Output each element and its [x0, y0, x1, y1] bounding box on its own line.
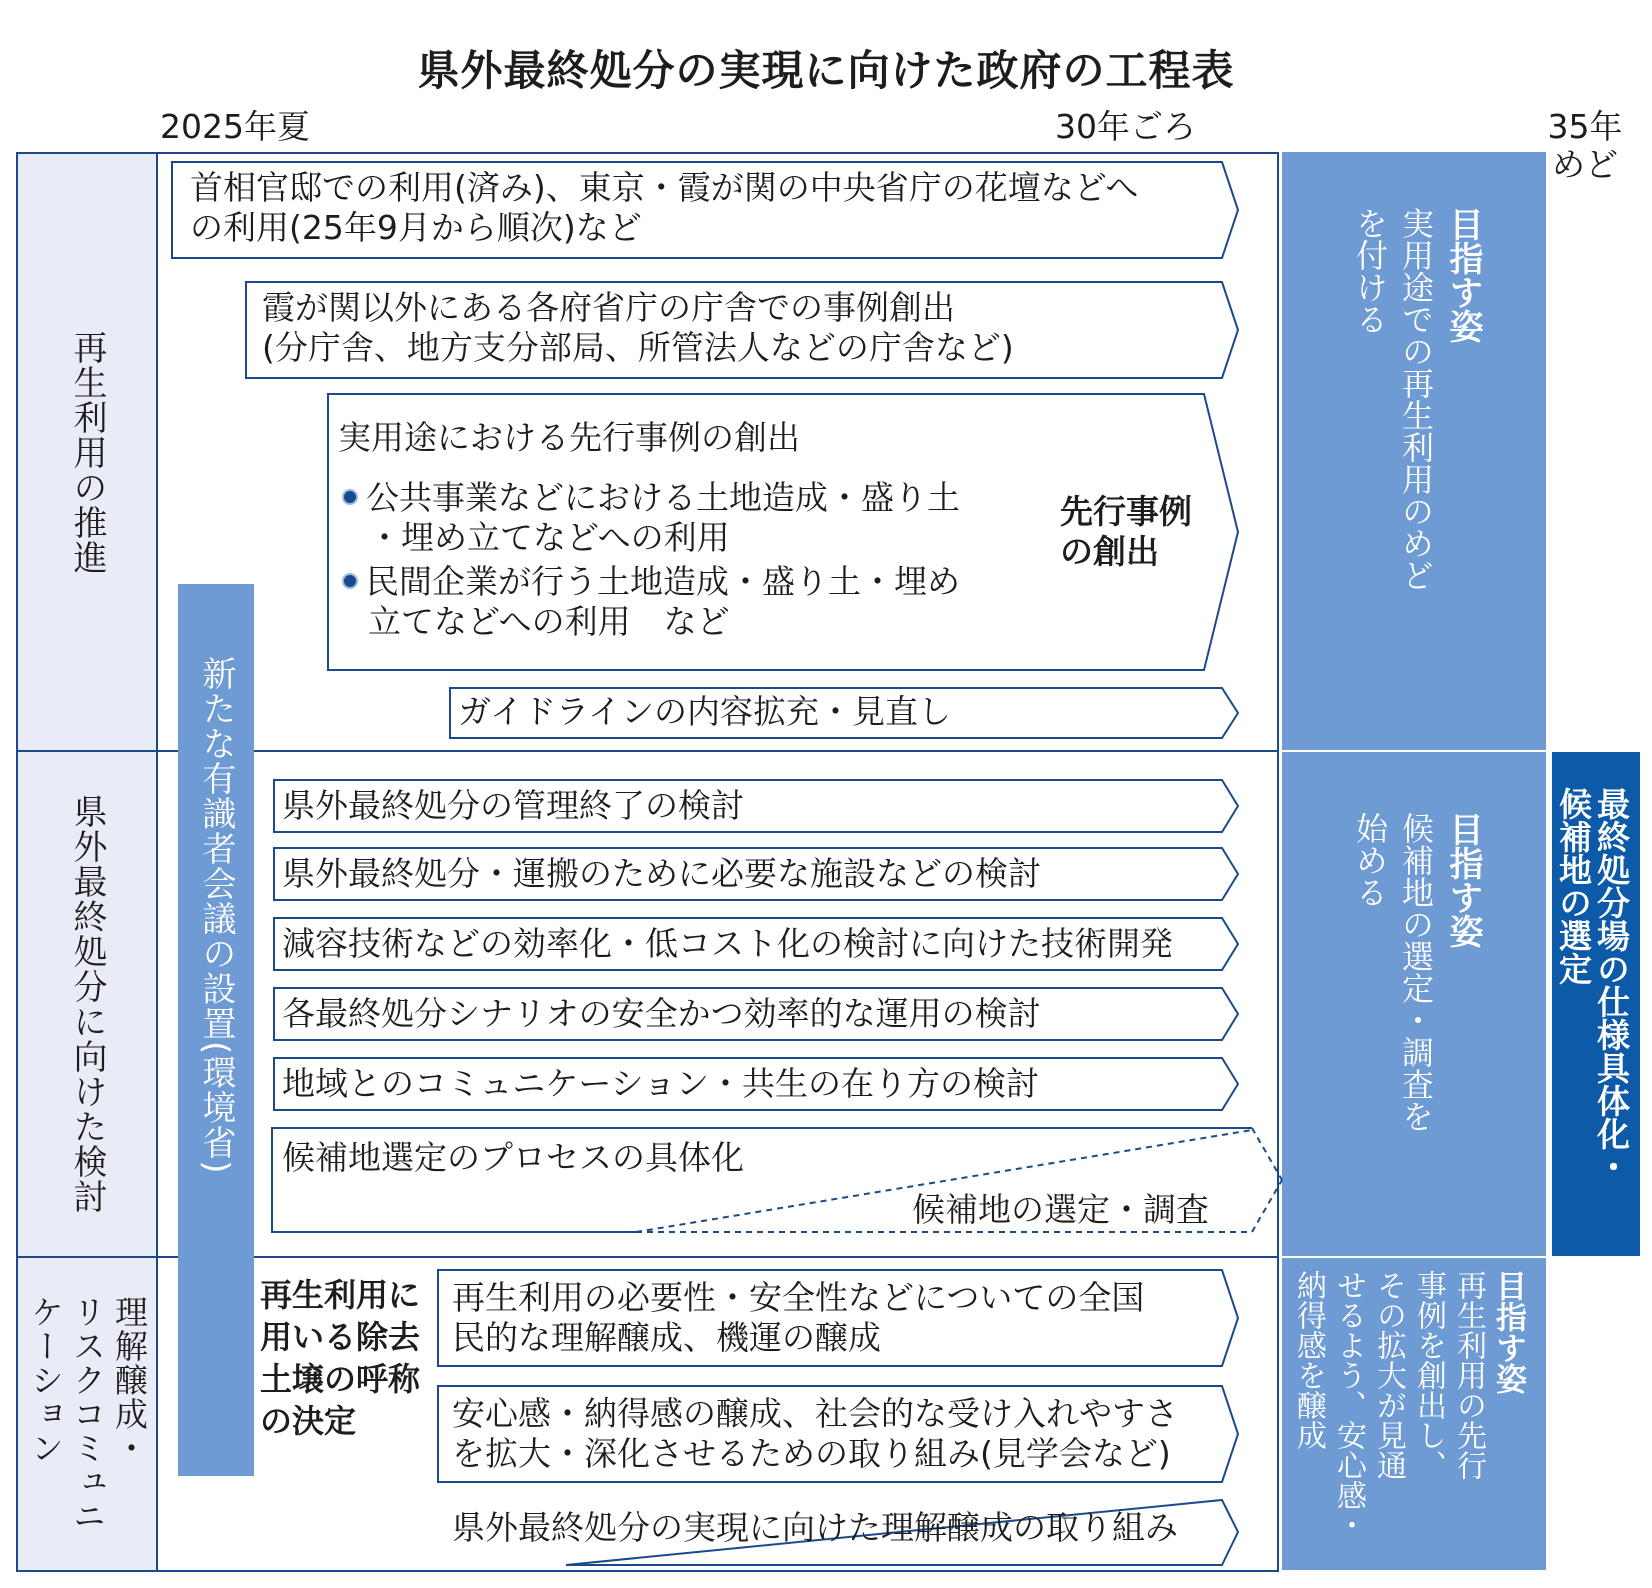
recycle-item-3-bullet-1: 公共事業などにおける土地造成・盛り土 ・埋め立てなどへの利用	[342, 478, 960, 558]
category-communication-label: 理解醸成・ リスクコミュニ ケーション	[26, 1295, 149, 1533]
disposal-item-1: 県外最終処分の管理終了の検討	[282, 786, 744, 825]
recycle-item-2: 霞が関以外にある各府省庁の庁舎での事例創出 (分庁舎、地方支分部局、所管法人などの庁舎など)	[262, 288, 1014, 367]
bullet-dot-icon	[342, 573, 358, 589]
disposal-item-3: 減容技術などの効率化・低コスト化の検討に向けた技術開発	[282, 924, 1173, 963]
recycle-item-4: ガイドラインの内容拡充・見直し	[458, 692, 952, 731]
recycle-item-1: 首相官邸での利用(済み)、東京・霞が関の中央省庁の花壇などへ の利用(25年9月から順次)など	[190, 168, 1139, 247]
category-recycle-label: 再生利用の推進	[67, 329, 107, 575]
council-bar: 新たな有識者会議の設置(環境省)	[178, 584, 254, 1476]
bullet-dot-icon	[342, 489, 358, 505]
disposal-item-5: 地域とのコミュニケーション・共生の在り方の検討	[282, 1064, 1040, 1103]
disposal-item-4: 各最終処分シナリオの安全かつ効率的な運用の検討	[282, 994, 1041, 1033]
page-title: 県外最終処分の実現に向けた政府の工程表	[417, 46, 1235, 95]
comm-item-3: 県外最終処分の実現に向けた理解醸成の取り組み	[452, 1508, 1178, 1547]
recycle-item-3-bullet-2: 民間企業が行う土地造成・盛り土・埋め 立てなどへの利用 など	[342, 562, 960, 642]
goal-disposal: 目指す姿 候補地の選定・調査を 始める	[1282, 752, 1546, 1256]
timeline-end-label: 35年 めど	[1547, 107, 1623, 184]
disposal-item-2: 県外最終処分・運搬のために必要な施設などの検討	[282, 854, 1041, 893]
comm-item-1: 再生利用の必要性・安全性などについての全国 民的な理解醸成、機運の醸成	[452, 1278, 1145, 1357]
recycle-item-3-side: 先行事例 の創出	[1060, 492, 1192, 571]
soil-naming-decision: 再生利用に 用いる除去 土壌の呼称 の決定	[260, 1276, 421, 1440]
timeline-start-label: 2025年夏	[160, 107, 310, 146]
category-disposal-label: 県外最終処分に向けた検討	[67, 794, 107, 1214]
disposal-item-6: 候補地選定のプロセスの具体化	[282, 1138, 744, 1177]
recycle-item-3-heading: 実用途における先行事例の創出	[338, 418, 800, 457]
comm-item-2: 安心感・納得感の醸成、社会的な受け入れやすさ を拡大・深化させるための取り組み(見学会など)	[452, 1394, 1178, 1473]
final-target: 最終処分場の仕様具体化・ 候補地の選定	[1552, 752, 1640, 1256]
timeline-mid-label: 30年ごろ	[1055, 107, 1196, 146]
disposal-item-6-sub: 候補地の選定・調査	[912, 1190, 1209, 1229]
goal-recycle: 目指す姿 実用途での再生利用のめど を付ける	[1282, 152, 1546, 750]
goal-communication: 目指す姿 再生利用の先行 事例を創出し、 その拡大が見通 せるよう、安心感・ 納得感を醸成	[1282, 1258, 1546, 1570]
